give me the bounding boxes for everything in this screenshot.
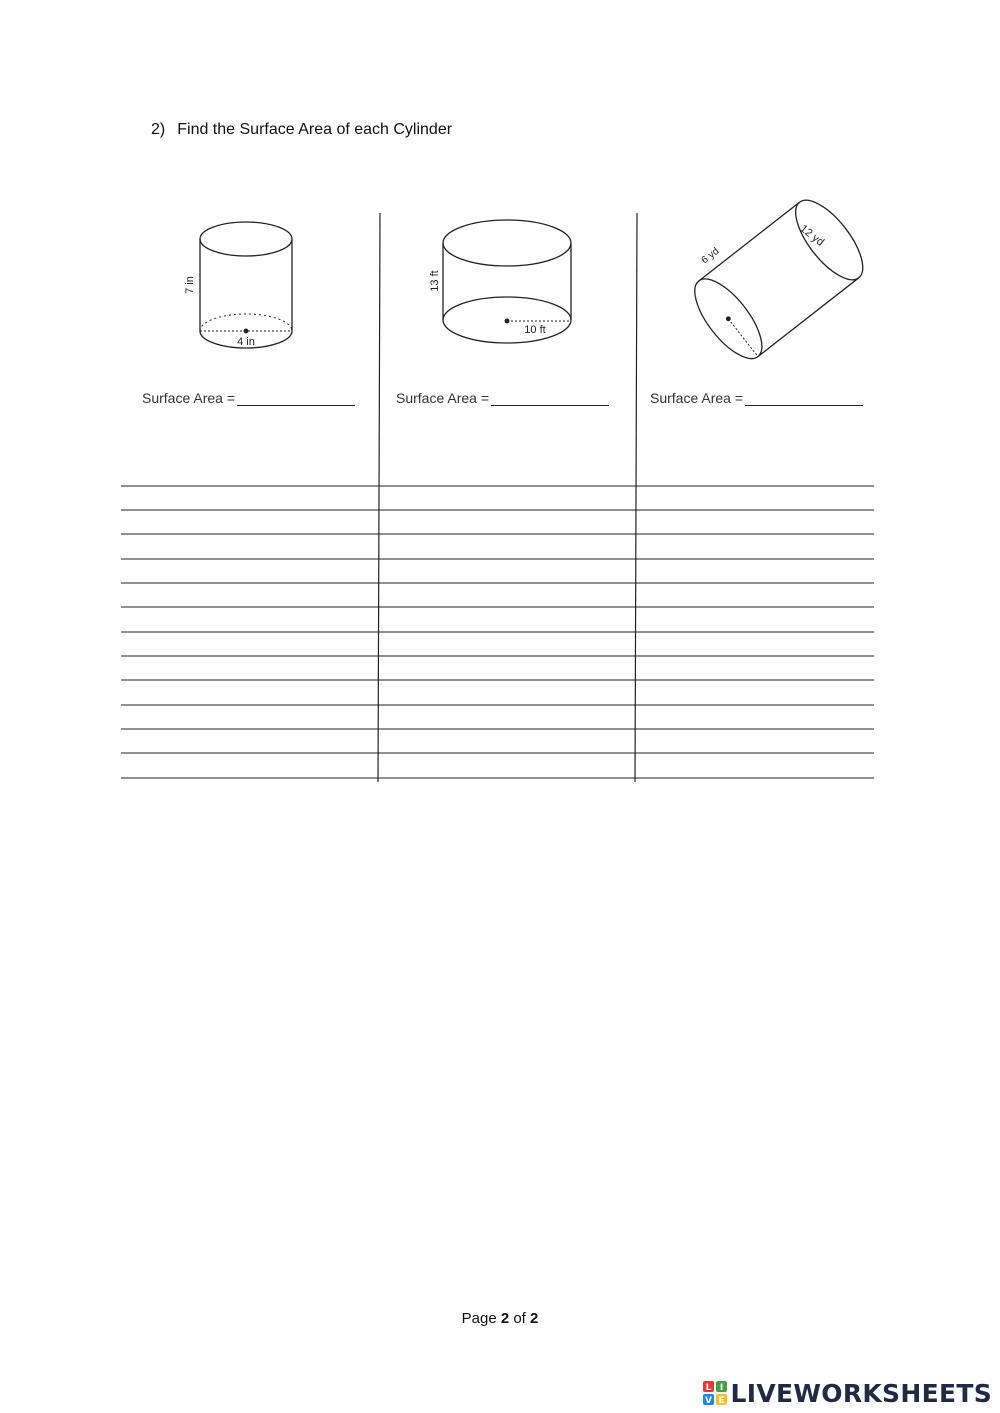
surface-area-label-2: Surface Area = <box>396 390 490 406</box>
liveworksheets-logo-icon <box>703 1381 727 1405</box>
logo-letter-i: I <box>719 1383 723 1393</box>
question-number: 2) <box>151 121 166 138</box>
logo-letter-e: E <box>717 1396 725 1405</box>
column-divider-1 <box>378 213 380 782</box>
surface-area-answer-2 <box>396 389 609 406</box>
surface-area-answer-1 <box>142 389 355 406</box>
surface-area-label-3: Surface Area = <box>650 390 744 406</box>
surface-area-blank-1[interactable] <box>237 389 355 406</box>
surface-area-label-1: Surface Area = <box>142 390 236 406</box>
surface-area-blank-2[interactable] <box>491 389 609 406</box>
cylinder-3 <box>683 190 874 369</box>
footer-middle: of <box>509 1310 531 1327</box>
page-footer <box>0 1310 1000 1327</box>
surface-area-answer-3 <box>650 389 863 406</box>
question-text: Find the Surface Area of each Cylinder <box>177 121 453 138</box>
cylinder-2-radius-label: 10 ft <box>524 324 546 336</box>
logo-letter-v: V <box>704 1396 712 1405</box>
logo-letter-l: L <box>705 1383 711 1393</box>
liveworksheets-brand <box>703 1378 992 1408</box>
footer-current-page: 2 <box>500 1310 510 1327</box>
cylinder-2-height-label: 13 ft <box>429 270 441 292</box>
liveworksheets-wordmark[interactable]: LIVEWORKSHEETS <box>730 1378 992 1408</box>
cylinder-2 <box>443 220 571 343</box>
cylinder-1 <box>200 222 292 348</box>
work-lines <box>121 486 874 778</box>
cylinder-1-radius-label: 4 in <box>237 336 255 348</box>
cylinder-3-height-label: 12 yd <box>797 222 827 249</box>
footer-prefix: Page <box>461 1310 501 1327</box>
column-divider-2 <box>635 213 637 782</box>
surface-area-blank-3[interactable] <box>745 389 863 406</box>
footer-total-pages: 2 <box>530 1310 539 1327</box>
cylinder-1-height-label: 7 in <box>184 276 196 294</box>
cylinder-3-radius-label: 6 yd <box>699 245 722 267</box>
